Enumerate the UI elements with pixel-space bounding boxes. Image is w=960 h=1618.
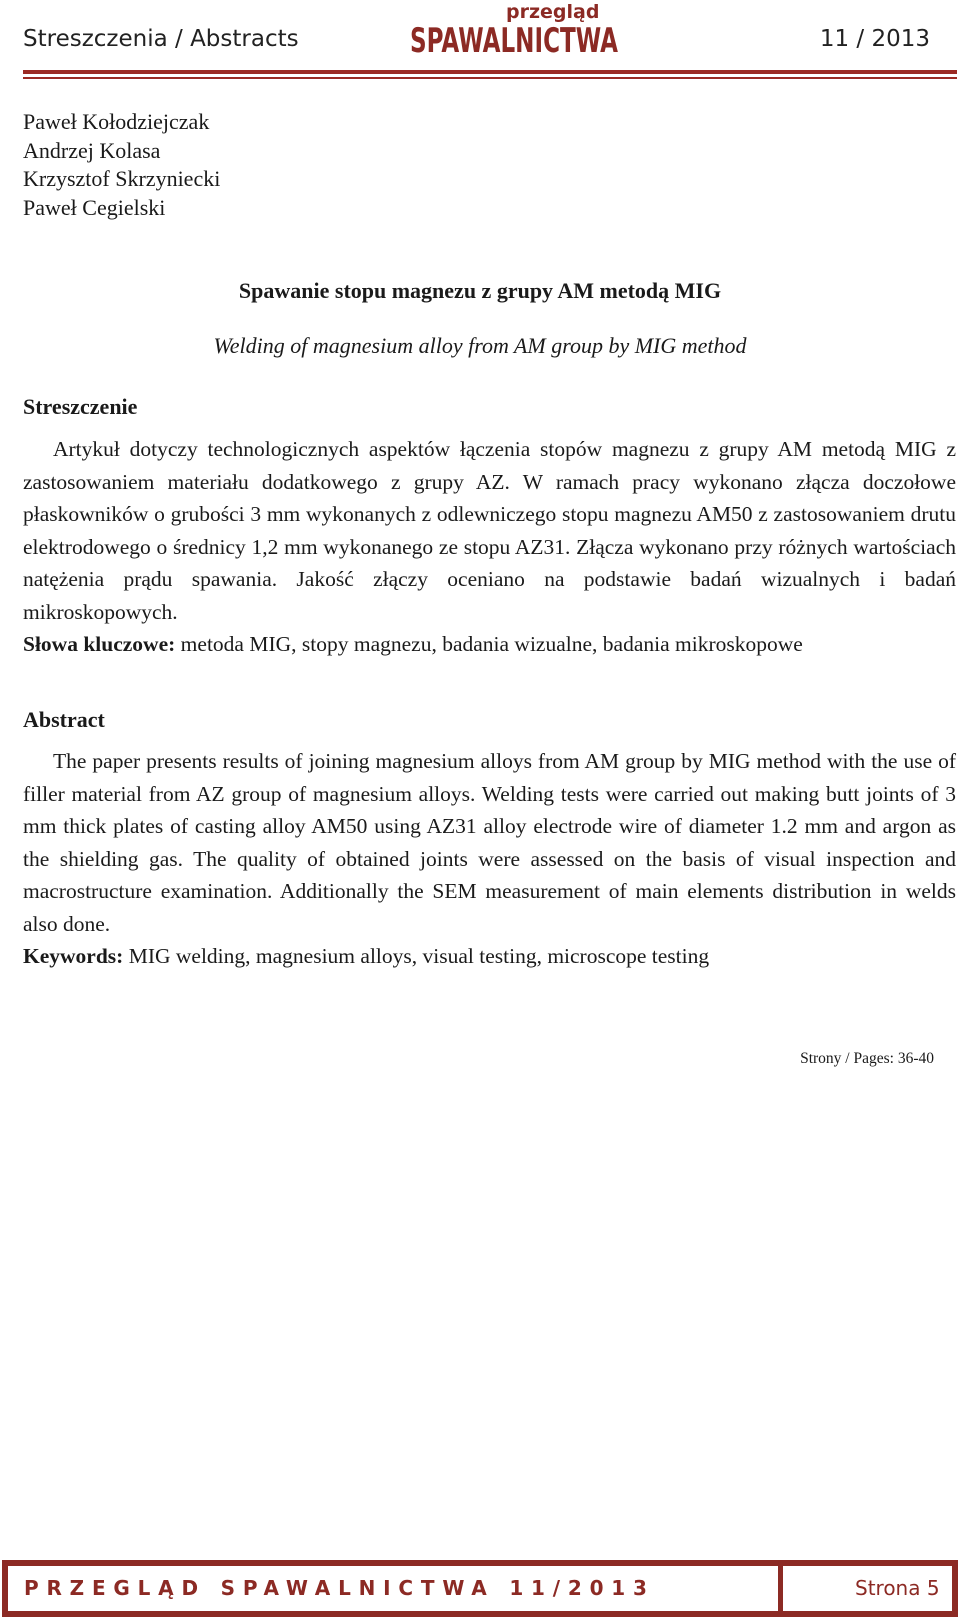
abstract-section — [23, 745, 956, 973]
author: Paweł Cegielski — [23, 194, 166, 220]
streszczenie-body: Artykuł dotyczy technologicznych aspektów łączenia stopów magnezu z grupy AM metodą MIG z zastosowaniem materiału dodatkowego z grupy AZ. W ramach pracy wykonano złącza doczołowe płaskowników o grubości 3 mm wykonanych z odlewniczego stopu magnezu AM50 z zastosowaniem drutu elektrodowego o średnicy 1,2 mm wykonanego ze stopu AZ31. Złącza wykonano przy różnych wartościach natężenia prądu spawania. Jakość złączy oceniano na podstawie badań wizualnych i badań mikroskopowych. — [23, 437, 956, 624]
section-label: Streszczenia / Abstracts — [23, 26, 299, 52]
footer-page-number: Strona 5 — [783, 1566, 952, 1611]
author: Paweł Kołodziejczak — [23, 109, 210, 134]
keywords-pl-text: metoda MIG, stopy magnezu, badania wizualne, badania mikroskopowe — [180, 632, 803, 656]
footer-bar — [2, 1560, 958, 1617]
keywords-en — [23, 940, 956, 973]
journal-logo — [410, 0, 640, 62]
streszczenie-heading: Streszczenie — [23, 394, 138, 419]
header-rule-thin — [23, 77, 957, 79]
header-rule — [23, 70, 957, 74]
keywords-pl — [23, 628, 956, 661]
author: Krzysztof Skrzyniecki — [23, 166, 221, 191]
issue-number: 11 / 2013 — [819, 26, 930, 52]
keywords-en-label: Keywords: — [23, 944, 124, 968]
keywords-en-text: MIG welding, magnesium alloys, visual testing, microscope testing — [128, 944, 710, 968]
footer-journal: PRZEGLĄD SPAWALNICTWA 11/2013 — [8, 1566, 778, 1611]
author: Andrzej Kolasa — [23, 137, 161, 163]
logo-top-text: przegląd — [506, 1, 600, 23]
author-list — [23, 108, 220, 222]
keywords-pl-label: Słowa kluczowe: — [23, 632, 176, 656]
article-title-english: Welding of magnesium alloy from AM group by MIG method — [213, 333, 747, 358]
streszczenie-section — [23, 433, 956, 661]
abstract-heading: Abstract — [23, 707, 105, 732]
pages-reference: Strony / Pages: 36-40 — [800, 1050, 934, 1067]
logo-main-text: SPAWALNICTWA — [410, 21, 619, 61]
article-title-polish: Spawanie stopu magnezu z grupy AM metodą MIG — [238, 278, 722, 303]
abstract-body: The paper presents results of joining magnesium alloys from AM group by MIG method with the use of filler material from AZ group of magnesium alloys. Welding tests were carried out making butt joints of 3 mm thick plates of casting alloy AM50 using AZ31 alloy electrode wire of diameter 1.2 mm and argon as the shielding gas. The quality of obtained joints were assessed on the basis of visual inspection and macrostructure examination. Additionally the SEM measurement of main elements distribution in welds also done. — [23, 749, 956, 936]
